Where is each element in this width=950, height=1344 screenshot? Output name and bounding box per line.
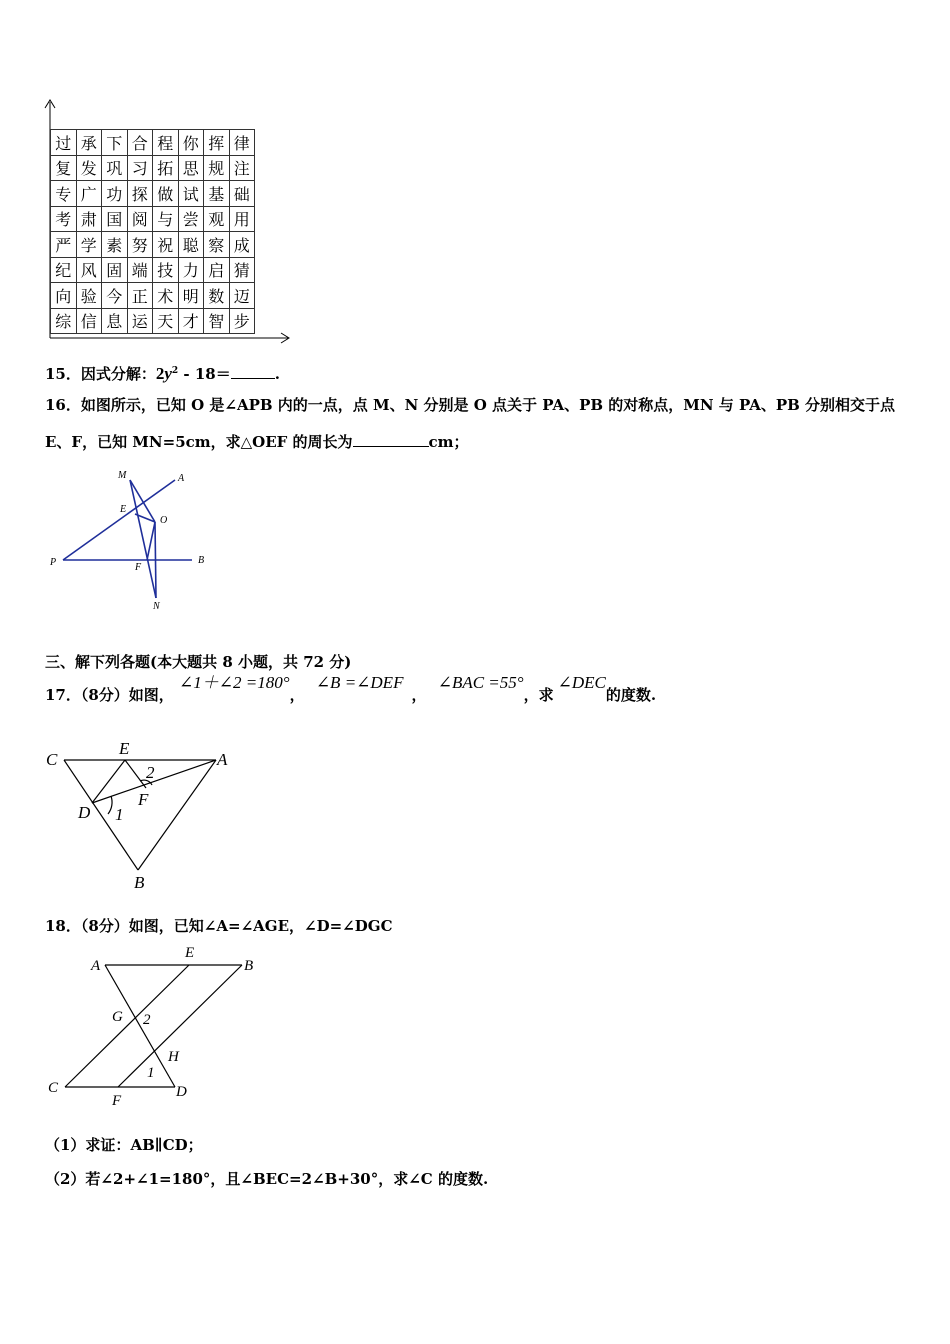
- grid-cell: 注: [229, 155, 255, 181]
- grid-cell: 功: [102, 181, 128, 207]
- segment-AD: [105, 965, 175, 1087]
- grid-cell: 才: [178, 308, 204, 334]
- q16-line2-text: E、F，已知 MN=5cm，求△OEF 的周长为: [45, 433, 353, 451]
- label-A: A: [217, 750, 228, 769]
- grid-cell: 综: [51, 308, 77, 334]
- q17-suffix: 的度数.: [605, 686, 657, 704]
- grid-cell: 今: [102, 283, 128, 309]
- segment-ED: [92, 760, 125, 803]
- grid-cell: 观: [204, 206, 230, 232]
- q18-subquestion-1: （1）求证：AB∥CD；: [45, 1136, 203, 1154]
- character-grid: [50, 129, 255, 334]
- grid-cell: 程: [153, 130, 179, 156]
- grid-cell: 聪: [178, 232, 204, 258]
- grid-cell: 挥: [204, 130, 230, 156]
- grid-cell: 发: [76, 155, 102, 181]
- section-3-title: 三、解下列各题(本大题共 8 小题，共 72 分): [45, 653, 352, 671]
- grid-cell: 复: [51, 155, 77, 181]
- angle-1-arc: [108, 796, 112, 814]
- label-B: B: [134, 873, 145, 892]
- question-18: 18．（8分）如图，已知∠A=∠AGE，∠D=∠DGC: [45, 917, 393, 935]
- grid-cell: 运: [127, 308, 153, 334]
- label-O: O: [160, 515, 168, 526]
- q18-subquestion-2: （2）若∠2+∠1=180°，且∠BEC=2∠B+30°，求∠C 的度数.: [45, 1170, 489, 1188]
- grid-cell: 阅: [127, 206, 153, 232]
- grid-cell: 力: [178, 257, 204, 283]
- figure-18: [40, 943, 270, 1108]
- grid-cell: 步: [229, 308, 255, 334]
- q15-prefix: 15．因式分解：: [45, 365, 156, 383]
- label-F: F: [135, 562, 142, 573]
- grid-cell: 风: [76, 257, 102, 283]
- q17-sep3: ，求: [523, 686, 554, 704]
- grid-cell: 端: [127, 257, 153, 283]
- question-17: [45, 673, 657, 705]
- figure-17: [40, 735, 240, 895]
- segment-ON: [155, 522, 156, 598]
- grid-cell: 肃: [76, 206, 102, 232]
- grid-row: [51, 155, 255, 181]
- segment-MO: [130, 480, 155, 522]
- grid-cell: 思: [178, 155, 204, 181]
- grid-cell: 明: [178, 283, 204, 309]
- grid-cell: 验: [76, 283, 102, 309]
- grid-cell: 做: [153, 181, 179, 207]
- segment-EF: [125, 760, 146, 788]
- grid-cell: 试: [178, 181, 204, 207]
- segment-CB: [64, 760, 138, 870]
- label-G: G: [112, 1009, 123, 1025]
- character-grid-figure: [38, 96, 298, 348]
- grid-cell: 广: [76, 181, 102, 207]
- label-D: D: [78, 803, 91, 822]
- figure-16: [40, 466, 230, 616]
- grid-cell: 用: [229, 206, 255, 232]
- grid-cell: 迈: [229, 283, 255, 309]
- label-B: B: [244, 958, 254, 974]
- q17-sep2: ，: [411, 686, 427, 704]
- grid-row: [51, 130, 255, 156]
- ray-PA: [63, 480, 175, 560]
- grid-cell: 察: [204, 232, 230, 258]
- q17-cond3: ∠BAC =55°: [437, 673, 524, 692]
- label-C: C: [46, 750, 58, 769]
- label-F: F: [112, 1093, 122, 1108]
- label-E: E: [185, 945, 195, 961]
- label-N: N: [153, 601, 160, 612]
- label-C: C: [48, 1080, 59, 1096]
- label-E: E: [119, 739, 130, 758]
- label-1: 1: [147, 1065, 155, 1081]
- grid-cell: 固: [102, 257, 128, 283]
- q15-rest: - 18＝: [178, 365, 231, 383]
- label-E: E: [120, 504, 127, 515]
- grid-cell: 祝: [153, 232, 179, 258]
- q17-prefix: 17．（8分）如图，: [45, 686, 174, 704]
- grid-cell: 纪: [51, 257, 77, 283]
- label-P: P: [50, 557, 57, 568]
- grid-cell: 息: [102, 308, 128, 334]
- grid-cell: 习: [127, 155, 153, 181]
- label-A: A: [91, 958, 101, 974]
- grid-cell: 承: [76, 130, 102, 156]
- grid-row: [51, 308, 255, 334]
- grid-row: [51, 232, 255, 258]
- grid-cell: 信: [76, 308, 102, 334]
- grid-cell: 基: [204, 181, 230, 207]
- grid-cell: 础: [229, 181, 255, 207]
- grid-cell: 探: [127, 181, 153, 207]
- grid-cell: 巩: [102, 155, 128, 181]
- segment-FB: [118, 965, 242, 1087]
- q15-var: y: [164, 364, 172, 383]
- grid-cell: 拓: [153, 155, 179, 181]
- label-2: 2: [146, 763, 155, 782]
- grid-cell: 你: [178, 130, 204, 156]
- grid-row: [51, 257, 255, 283]
- label-A: A: [178, 473, 185, 484]
- grid-cell: 向: [51, 283, 77, 309]
- q15-suffix: .: [274, 365, 280, 383]
- grid-cell: 智: [204, 308, 230, 334]
- grid-cell: 严: [51, 232, 77, 258]
- grid-cell: 下: [102, 130, 128, 156]
- grid-cell: 努: [127, 232, 153, 258]
- grid-cell: 与: [153, 206, 179, 232]
- grid-cell: 合: [127, 130, 153, 156]
- q16-line2-unit: cm；: [428, 433, 469, 451]
- label-D: D: [176, 1084, 187, 1100]
- grid-cell: 猜: [229, 257, 255, 283]
- grid-row: [51, 181, 255, 207]
- grid-cell: 过: [51, 130, 77, 156]
- grid-cell: 规: [204, 155, 230, 181]
- question-16-line2: [45, 432, 469, 452]
- grid-cell: 学: [76, 232, 102, 258]
- q15-answer-blank[interactable]: [231, 364, 275, 379]
- label-M: M: [118, 470, 127, 481]
- label-1: 1: [115, 805, 124, 824]
- q17-sep1: ，: [289, 686, 305, 704]
- q16-answer-blank[interactable]: [353, 432, 429, 447]
- grid-cell: 启: [204, 257, 230, 283]
- grid-cell: 律: [229, 130, 255, 156]
- q17-target: ∠DEC: [557, 673, 606, 692]
- grid-cell: 国: [102, 206, 128, 232]
- question-15: [45, 361, 280, 384]
- grid-cell: 成: [229, 232, 255, 258]
- label-B: B: [198, 555, 205, 566]
- q17-cond2: ∠B =∠DEF: [315, 673, 404, 692]
- q15-coef: 2: [155, 364, 165, 383]
- grid-cell: 数: [204, 283, 230, 309]
- q15-exp: 2: [171, 366, 179, 376]
- label-H: H: [168, 1049, 179, 1065]
- grid-cell: 天: [153, 308, 179, 334]
- grid-row: [51, 206, 255, 232]
- grid-cell: 术: [153, 283, 179, 309]
- grid-cell: 考: [51, 206, 77, 232]
- question-16-line1: 16．如图所示，已知 O 是∠APB 内的一点，点 M、N 分别是 O 点关于 PA、PB 的对称点，MN 与 PA、PB 分别相交于点: [45, 396, 896, 414]
- grid-cell: 技: [153, 257, 179, 283]
- label-F: F: [138, 790, 149, 809]
- grid-row: [51, 283, 255, 309]
- q17-cond1: ∠1＋∠2 =180°: [179, 673, 290, 692]
- grid-cell: 素: [102, 232, 128, 258]
- grid-cell: 正: [127, 283, 153, 309]
- segment-CE: [65, 965, 189, 1087]
- label-2: 2: [143, 1012, 151, 1028]
- segment-FO: [147, 522, 155, 560]
- grid-cell: 尝: [178, 206, 204, 232]
- grid-cell: 专: [51, 181, 77, 207]
